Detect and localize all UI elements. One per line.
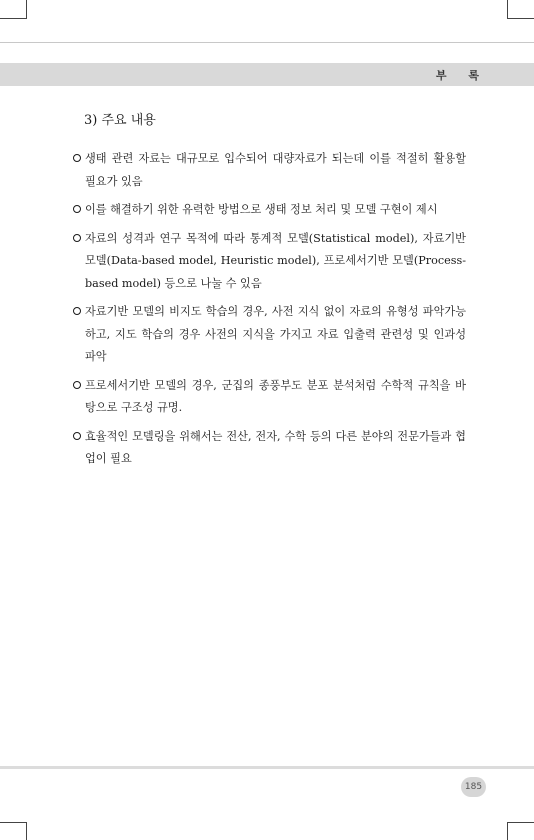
list-item	[74, 301, 466, 369]
footer-rule	[0, 766, 534, 769]
list-item	[74, 426, 466, 471]
crop-mark-bottom-left-horizontal	[0, 822, 26, 823]
crop-mark-bottom-right-horizontal	[508, 822, 534, 823]
circle-bullet-icon	[73, 432, 81, 440]
circle-bullet-icon	[73, 381, 81, 389]
circle-bullet-icon	[73, 154, 81, 162]
top-rule	[0, 42, 534, 43]
section-label: 부 록	[435, 69, 488, 82]
crop-mark-top-right-horizontal	[508, 18, 534, 19]
crop-mark-bottom-left-vertical	[26, 822, 27, 840]
list-item-text: 자료의 성격과 연구 목적에 따라 통계적 모델(Statistical model), 자료기반 모델(Data-based model, Heuristic model), 프로세서기반 모델(Process-based model) 등으로 나눌 수 있음	[85, 231, 466, 290]
list-item-text: 프로세서기반 모델의 경우, 군집의 종풍부도 분포 분석처럼 수학적 규칙을 바탕으로 구조성 규명.	[85, 378, 466, 414]
list-item-text: 이를 해결하기 위한 유력한 방법으로 생태 정보 처리 및 모델 구현이 제시	[85, 203, 438, 216]
list-item-text: 효율적인 모델링을 위해서는 전산, 전자, 수학 등의 다른 분야의 전문가들과 협업이 필요	[85, 429, 466, 465]
list-item	[74, 228, 466, 296]
list-item	[74, 375, 466, 420]
list-item	[74, 199, 466, 222]
list-item	[74, 148, 466, 193]
list-item-text: 자료기반 모델의 비지도 학습의 경우, 사전 지식 없이 자료의 유형성 파악가능하고, 지도 학습의 경우 사전의 지식을 가지고 자료 입출력 관련성 및 인과성 파악	[85, 305, 466, 363]
bullet-list	[74, 148, 466, 477]
crop-mark-top-left-vertical	[26, 0, 27, 19]
crop-mark-bottom-right-vertical	[507, 822, 508, 840]
circle-bullet-icon	[73, 307, 81, 315]
crop-mark-top-left-horizontal	[0, 18, 26, 19]
section-title: 3) 주요 내용	[84, 113, 156, 128]
list-item-text: 생태 관련 자료는 대규모로 입수되어 대량자료가 되는데 이를 적절히 활용할 필요가 있음	[85, 152, 466, 188]
circle-bullet-icon	[73, 234, 81, 242]
page-number-badge: 185	[461, 777, 486, 797]
circle-bullet-icon	[73, 205, 81, 213]
header-band	[0, 63, 534, 86]
crop-mark-top-right-vertical	[507, 0, 508, 19]
